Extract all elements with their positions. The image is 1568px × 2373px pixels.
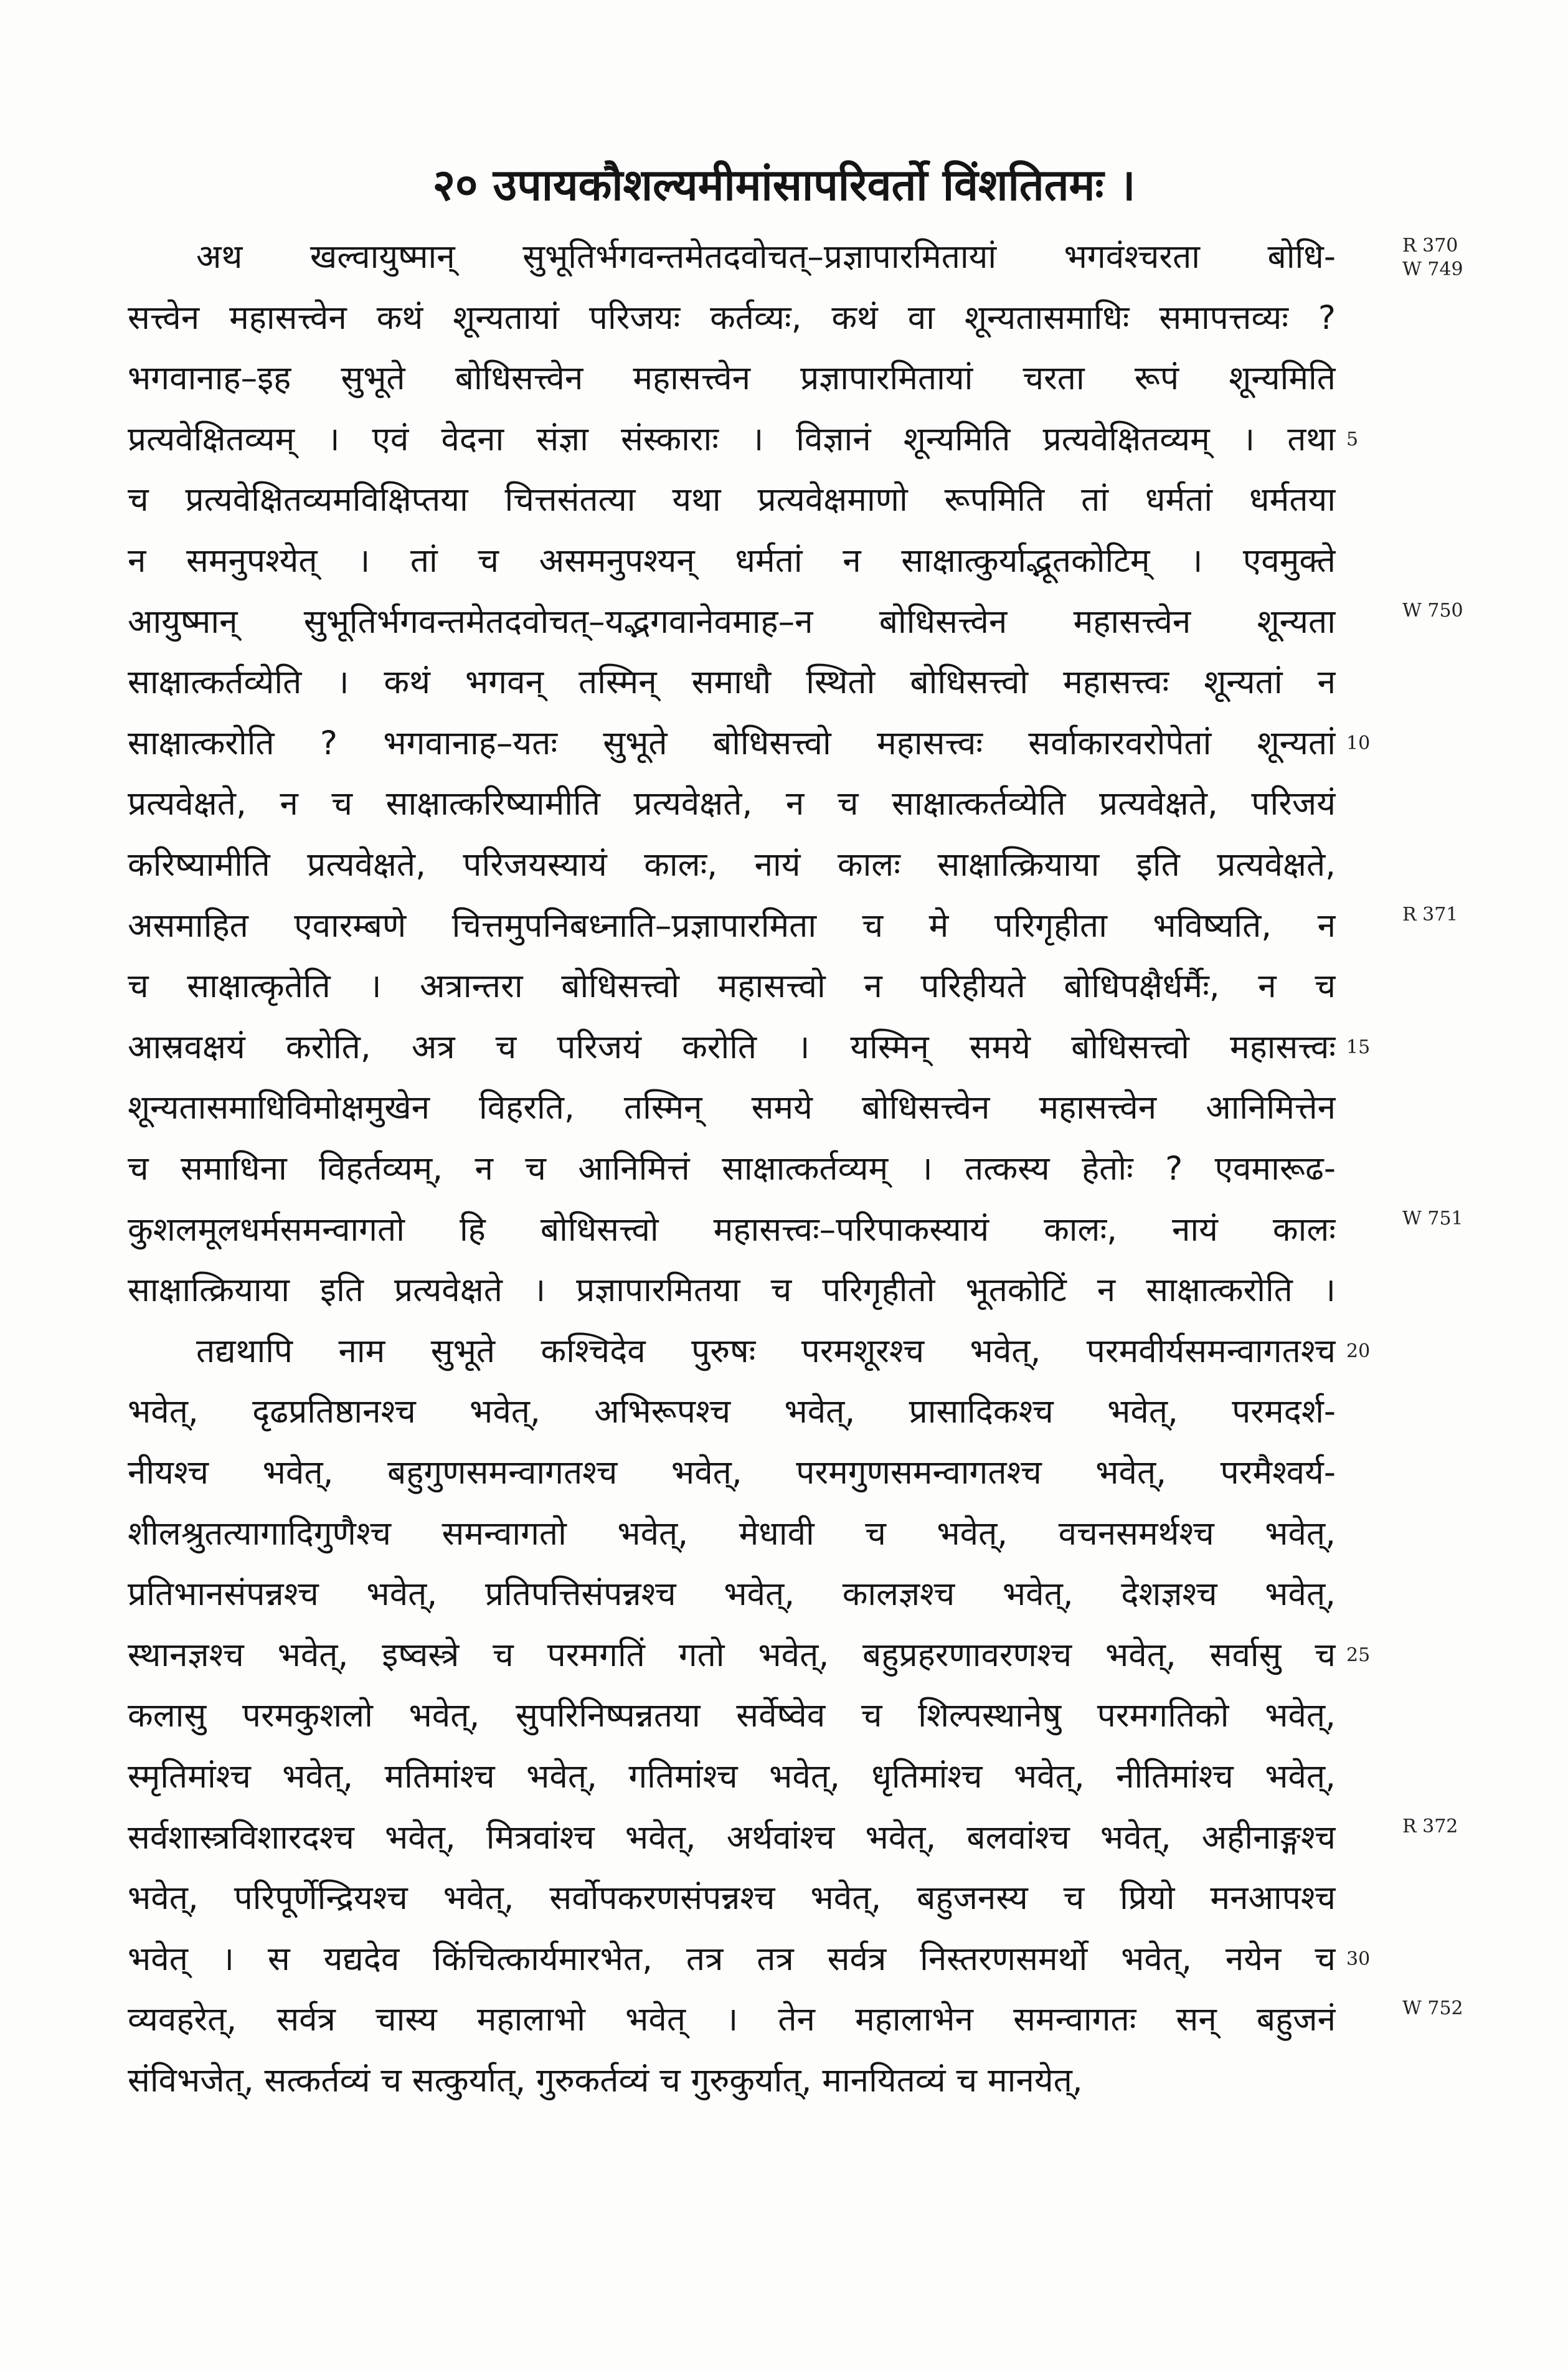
text-line: भवेत्, दृढप्रतिष्ठानश्च भवेत्, अभिरूपश्च भवेत्, प्रासादिकश्च भवेत्, परमदर्श- [128,1393,1336,1431]
text-line: प्रतिभानसंपन्नश्च भवेत्, प्रतिपत्तिसंपन्नश्च भवेत्, कालज्ञश्च भवेत्, देशज्ञश्च भवेत्, [128,1575,1336,1614]
text-line: व्यवहरेत्, सर्वत्र चास्य महालाभो भवेत् । तेन महालाभेन समन्वागतः सन् बहुजनं [128,2001,1336,2039]
text-line: च प्रत्यवेक्षितव्यमविक्षिप्तया चित्तसंतत्या यथा प्रत्यवेक्षमाणो रूपमिति तां धर्मतां धर्मतया [128,481,1336,519]
line-number: 20 [1346,1340,1371,1362]
text-line: असमाहित एवारम्बणे चित्तमुपनिबध्नाति–प्रज्ञापारमिता च मे परिगृहीता भविष्यति, न [128,906,1336,945]
text-line: सर्वशास्त्रविशारदश्च भवेत्, मित्रवांश्च भवेत्, अर्थवांश्च भवेत्, बलवांश्च भवेत्, अहीनाङ्गश्च [128,1818,1336,1857]
text-line: भवेत् । स यद्यदेव किंचित्कार्यमारभेत, तत्र तत्र सर्वत्र निस्तरणसमर्थो भवेत्, नयेन च [128,1940,1336,1978]
text-line: सत्त्वेन महासत्त्वेन कथं शून्यतायां परिजयः कर्तव्यः, कथं वा शून्यतासमाधिः समापत्तव्यः ? [128,298,1336,337]
text-line: शीलश्रुतत्यागादिगुणैश्च समन्वागतो भवेत्, मेधावी च भवेत्, वचनसमर्थश्च भवेत्, [128,1514,1336,1553]
margin-reference-label: W 752 [1402,1997,1463,2020]
margin-reference-label: W 749 [1402,258,1463,280]
text-line: कुशलमूलधर्मसमन्वागतो हि बोधिसत्त्वो महासत्त्वः–परिपाकस्यायं कालः, नायं कालः [128,1210,1336,1249]
chapter-title: २० उपायकौशल्यमीमांसापरिवर्तो विंशतितमः । [432,159,1136,211]
margin-reference [1402,1815,1527,1839]
margin-reference-label: R 371 [1402,903,1458,926]
margin-reference [1402,234,1527,282]
margin-reference-label: W 750 [1402,599,1463,622]
line-number: 5 [1346,428,1359,450]
text-line: साक्षात्कर्तव्येति । कथं भगवन् तस्मिन् समाधौ स्थितो बोधिसत्त्वो महासत्त्वः शून्यतां न [128,663,1336,702]
line-number: 10 [1346,732,1371,754]
text-line: साक्षात्करोति ? भगवानाह–यतः सुभूते बोधिसत्त्वो महासत्त्वः सर्वाकारवरोपेतां शून्यतां [128,724,1336,762]
text-line: आस्रवक्षयं करोति, अत्र च परिजयं करोति । यस्मिन् समये बोधिसत्त्वो महासत्त्वः [128,1028,1336,1066]
text-line: स्थानज्ञश्च भवेत्, इष्वस्त्रे च परमगतिं गतो भवेत्, बहुप्रहरणावरणश्च भवेत्, सर्वासु च [128,1636,1336,1674]
line-number: 15 [1346,1036,1371,1058]
margin-reference-label: R 372 [1402,1815,1458,1837]
text-line: भगवानाह–इह सुभूते बोधिसत्त्वेन महासत्त्वेन प्रज्ञापारमितायां चरता रूपं शून्यमिति [128,359,1336,398]
text-line: करिष्यामीति प्रत्यवेक्षते, परिजयस्यायं कालः, नायं कालः साक्षात्क्रियाया इति प्रत्यवेक्षते, [128,846,1336,884]
margin-reference [1402,903,1527,927]
text-line: नीयश्च भवेत्, बहुगुणसमन्वागतश्च भवेत्, परमगुणसमन्वागतश्च भवेत्, परमैश्वर्य- [128,1454,1336,1492]
line-number: 30 [1346,1948,1371,1970]
margin-reference-label: R 370 [1402,235,1458,257]
margin-reference [1402,599,1527,623]
text-line: तद्यथापि नाम सुभूते कश्चिदेव पुरुषः परमशूरश्च भवेत्, परमवीर्यसमन्वागतश्च [196,1332,1336,1370]
text-line: संविभजेत्, सत्कर्तव्यं च सत्कुर्यात्, गुरुकर्तव्यं च गुरुकुर्यात्, मानयितव्यं च मानयेत्, [128,2062,1083,2100]
text-line: च समाधिना विहर्तव्यम्, न च आनिमित्तं साक्षात्कर्तव्यम् । तत्कस्य हेतोः ? एवमारूढ- [128,1150,1336,1188]
text-line: अथ खल्वायुष्मान् सुभूतिर्भगवन्तमेतदवोचत्–प्रज्ञापारमितायां भगवंश्चरता बोधि- [196,238,1336,276]
margin-reference [1402,1997,1527,2020]
text-line: प्रत्यवेक्षते, न च साक्षात्करिष्यामीति प्रत्यवेक्षते, न च साक्षात्कर्तव्येति प्रत्यवेक्षते, परिजयं [128,785,1336,823]
text-line: आयुष्मान् सुभूतिर्भगवन्तमेतदवोचत्–यद्भगवानेवमाह–न बोधिसत्त्वेन महासत्त्वेन शून्यता [128,602,1336,641]
text-line: स्मृतिमांश्च भवेत्, मतिमांश्च भवेत्, गतिमांश्च भवेत्, धृतिमांश्च भवेत्, नीतिमांश्च भवेत्, [128,1758,1336,1796]
margin-reference [1402,1207,1527,1231]
text-line: साक्षात्क्रियाया इति प्रत्यवेक्षते । प्रज्ञापारमितया च परिगृहीतो भूतकोटिं न साक्षात्करोति । [128,1271,1336,1310]
margin-reference-label: W 751 [1402,1207,1463,1229]
line-number: 25 [1346,1644,1371,1666]
text-line: शून्यतासमाधिविमोक्षमुखेन विहरति, तस्मिन् समये बोधिसत्त्वेन महासत्त्वेन आनिमित्तेन [128,1089,1336,1127]
text-line: प्रत्यवेक्षितव्यम् । एवं वेदना संज्ञा संस्काराः । विज्ञानं शून्यमिति प्रत्यवेक्षितव्यम् । तथा [128,420,1336,458]
text-line: कलासु परमकुशलो भवेत्, सुपरिनिष्पन्नतया सर्वेष्वेव च शिल्पस्थानेषु परमगतिको भवेत्, [128,1697,1336,1735]
text-line: भवेत्, परिपूर्णेन्द्रियश्च भवेत्, सर्वोपकरणसंपन्नश्च भवेत्, बहुजनस्य च प्रियो मनआपश्च [128,1879,1336,1918]
text-line: च साक्षात्कृतेति । अत्रान्तरा बोधिसत्त्वो महासत्त्वो न परिहीयते बोधिपक्षैर्धर्मैः, न च [128,967,1336,1006]
text-line: न समनुपश्येत् । तां च असमनुपश्यन् धर्मतां न साक्षात्कुर्याद्भूतकोटिम् । एवमुक्ते [128,542,1336,580]
